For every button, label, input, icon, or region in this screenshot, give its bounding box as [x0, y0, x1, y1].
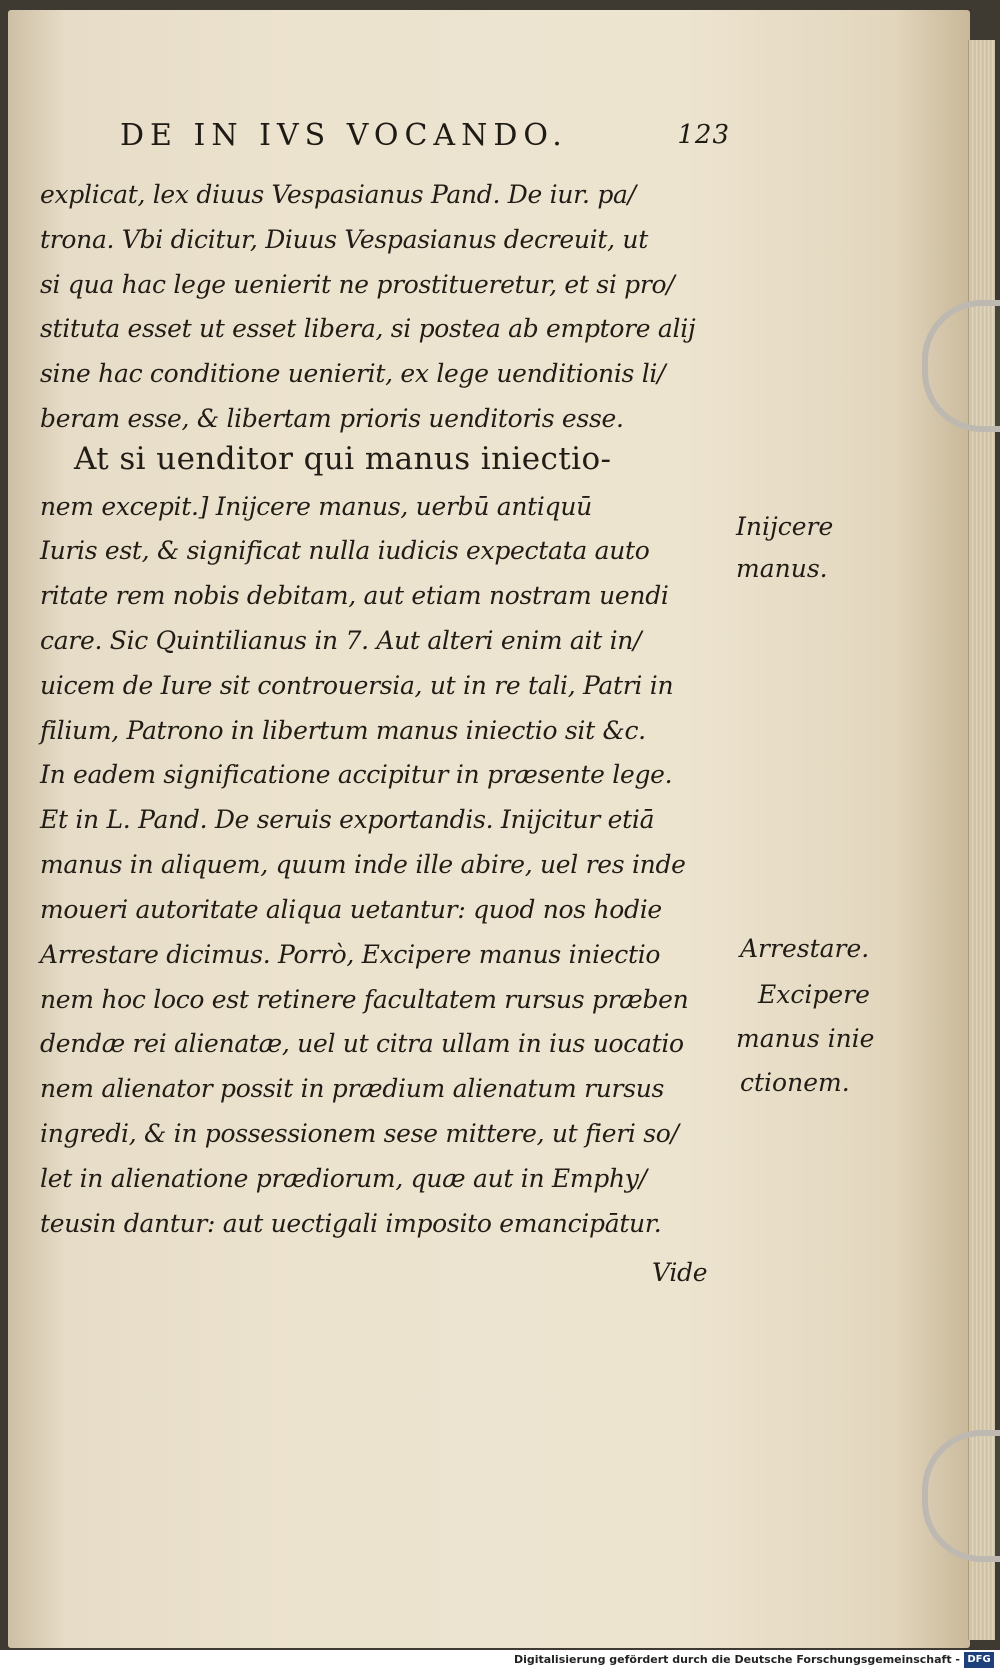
text-line: stituta esset ut esset libera, si postea ab emptore alij — [40, 314, 696, 343]
text-line: teusin dantur: aut uectigali imposito emancipātur. — [40, 1209, 662, 1238]
text-line: nem excepit.] Inijcere manus, uerbū antiquū — [40, 492, 592, 521]
text-line: let in alienatione prædiorum, quæ aut in Emphy/ — [40, 1164, 647, 1193]
footer-bar — [0, 1650, 1000, 1673]
text-line: filium, Patrono in libertum manus iniectio sit &c. — [40, 716, 646, 745]
catchword: Vide — [652, 1258, 708, 1287]
text-line: moueri autoritate aliqua uetantur: quod nos hodie — [40, 895, 662, 924]
text-line: Iuris est, & significat nulla iudicis expectata auto — [40, 536, 650, 565]
text-line: sine hac conditione uenierit, ex lege uenditionis li/ — [40, 359, 666, 388]
text-line: trona. Vbi dicitur, Diuus Vespasianus decreuit, ut — [40, 225, 648, 254]
text-line: beram esse, & libertam prioris uenditoris esse. — [40, 404, 624, 433]
text-line: Et in L. Pand. De seruis exportandis. Inijcitur etiā — [40, 805, 655, 834]
text-line: uicem de Iure sit controuersia, ut in re tali, Patri in — [40, 671, 674, 700]
text-line: ritate rem nobis debitam, aut etiam nostram uendi — [40, 581, 669, 610]
margin-note: ctionem. — [740, 1068, 850, 1097]
funding-credit: Digitalisierung gefördert durch die Deutsche Forschungsgemeinschaft - — [513, 1653, 960, 1666]
lemma-line: At si uenditor qui manus iniectio- — [74, 441, 612, 477]
text-line: manus in aliquem, quum inde ille abire, uel res inde — [40, 850, 686, 879]
text-line: ingredi, & in possessionem sese mittere, ut fieri so/ — [40, 1119, 679, 1148]
page-edges — [968, 40, 995, 1640]
running-head — [120, 118, 730, 158]
text-line: Arrestare dicimus. Porrò, Excipere manus iniectio — [40, 940, 661, 969]
margin-note: manus. — [736, 554, 828, 583]
margin-note: manus inie — [736, 1024, 875, 1053]
text-line: nem hoc loco est retinere facultatem rursus præben — [40, 985, 689, 1014]
text-line: nem alienator possit in prædium alienatum rursus — [40, 1074, 665, 1103]
text-line: dendæ rei alienatæ, uel ut citra ullam in ius uocatio — [40, 1029, 684, 1058]
running-head-title: DE IN IVS VOCANDO. — [120, 118, 568, 153]
margin-note: Arrestare. — [740, 934, 870, 963]
margin-note: Inijcere — [736, 512, 834, 541]
page-number: 123 — [677, 120, 730, 150]
dfg-logo: DFG — [964, 1652, 994, 1668]
text-line: si qua hac lege uenierit ne prostitueretur, et si pro/ — [40, 270, 675, 299]
text-line: care. Sic Quintilianus in 7. Aut alteri enim ait in/ — [40, 626, 642, 655]
text-line: In eadem significatione accipitur in præsente lege. — [40, 760, 673, 789]
text-line: explicat, lex diuus Vespasianus Pand. De iur. pa/ — [40, 180, 636, 209]
margin-note: Excipere — [758, 980, 870, 1009]
